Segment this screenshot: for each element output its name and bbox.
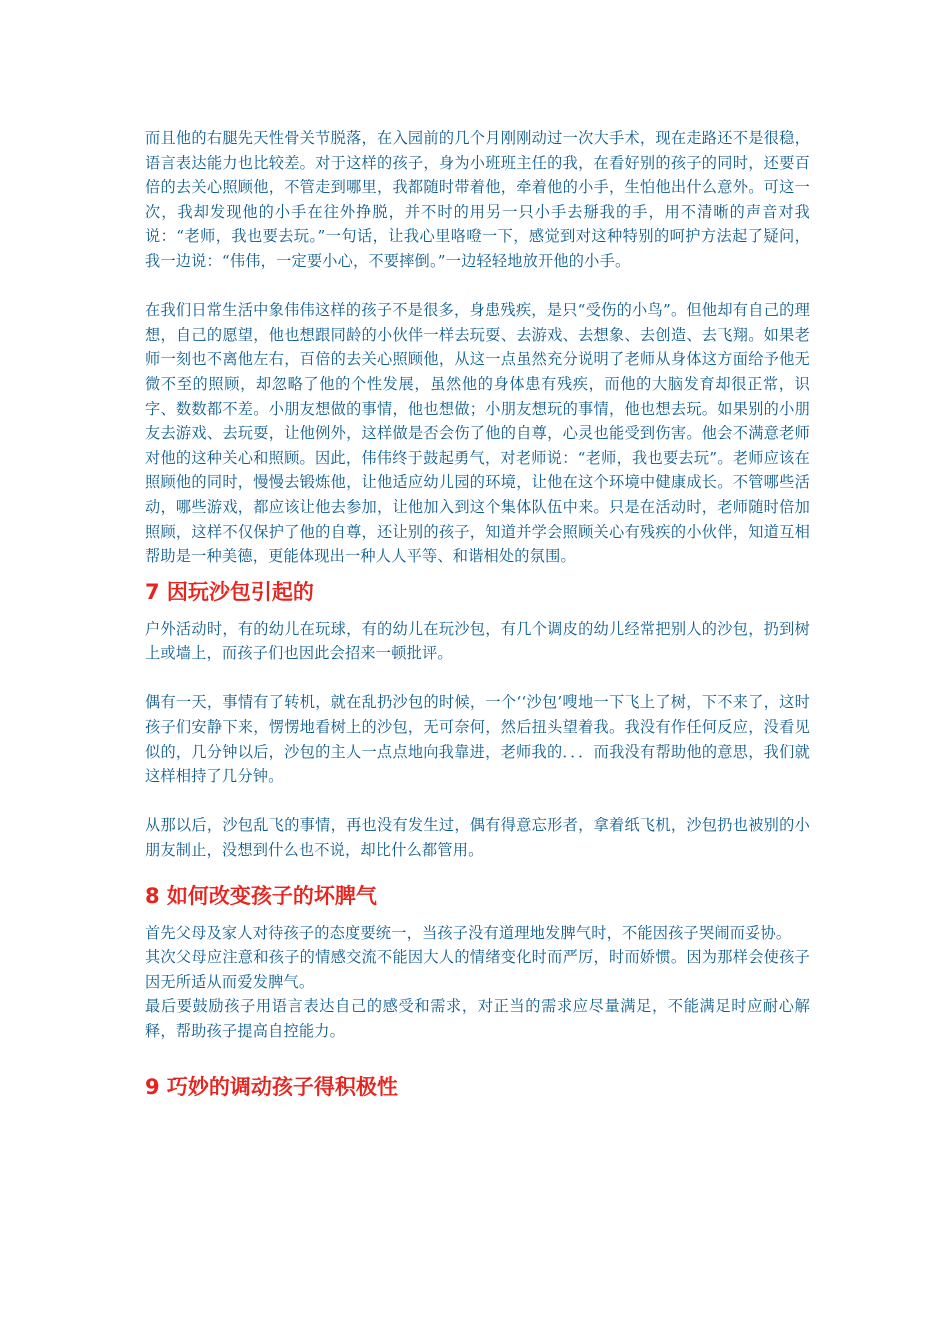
paragraph: 而且他的右腿先天性骨关节脱落，在入园前的几个月刚刚动过一次大手术，现在走路还不是很稳，语言表达能力也比较差。对于这样的孩子，身为小班班主任的我，在看好别的孩子的同时，还要百倍的去关心照顾他，不管走到哪里，我都随时带着他，牵着他的小手，生怕他出什么意外。可这一次，我却发现他的小手在往外挣脱，并不时的用另一只小手去掰我的手，用不清晰的声音对我说：“老师，我也要去玩。”一句话，让我心里咯噔一下，感觉到对这种特别的呵护方法起了疑问，我一边说：“伟伟，一定要小心，不要摔倒。”一边轻轻地放开他的小手。	[145, 129, 810, 270]
paragraph: 从那以后，沙包乱飞的事情，再也没有发生过，偶有得意忘形者，拿着纸飞机，沙包扔也被别的小朋友制止，没想到什么也不说，却比什么都管用。	[145, 816, 810, 860]
paragraph-gap	[145, 274, 810, 299]
paragraph: 偶有一天，事情有了转机，就在乱扔沙包的时候，一个‘‘沙包’嗖地一下飞上了树，下不来了，这时孩子们安静下来，愣愣地看树上的沙包，无可奈何，然后扭头望着我。我没有作任何反应，没看见似的，几分钟以后，沙包的主人一点点地向我靠进，老师我的．．．而我没有帮助他的意思，我们就这样相持了几分钟。	[145, 693, 810, 786]
document-page	[145, 126, 810, 1102]
paragraph: 其次父母应注意和孩子的情感交流不能因大人的情绪变化时而严厉，时而娇惯。因为那样会使孩子因无所适从而爱发脾气。	[145, 948, 810, 991]
paragraph-gap	[145, 789, 810, 814]
paragraph: 最后要鼓励孩子用语言表达自己的感受和需求，对正当的需求应尽量满足，不能满足时应耐心解释，帮助孩子提高自控能力。	[145, 997, 810, 1040]
section-heading-9: 9 巧妙的调动孩子得积极性	[145, 1074, 398, 1099]
section-heading-7: 7 因玩沙包引起的	[145, 579, 314, 604]
paragraph-gap	[145, 666, 810, 691]
paragraph: 在我们日常生活中象伟伟这样的孩子不是很多，身患残疾，是只“受伤的小鸟”。但他却有自己的理想，自己的愿望，他也想跟同龄的小伙伴一样去玩耍、去游戏、去想象、去创造、去飞翔。如果老师一刻也不离他左右，百倍的去关心照顾他，从这一点虽然充分说明了老师从身体这方面给予他无微不至的照顾，却忽略了他的个性发展，虽然他的身体患有残疾，而他的大脑发育却很正常，识字、数数都不差。小朋友想做的事情，他也想做；小朋友想玩的事情，他也想去玩。如果别的小朋友去游戏、去玩耍，让他例外，这样做是否会伤了他的自尊，心灵也能受到伤害。他会不满意老师对他的这种关心和照顾。因此，伟伟终于鼓起勇气，对老师说：“老师，我也要去玩”。老师应该在照顾他的同时，慢慢去锻炼他，让他适应幼儿园的环境，让他在这个环境中健康成长。不管哪些活动，哪些游戏，都应该让他去参加，让他加入到这个集体队伍中来。只是在活动时，老师随时倍加照顾，这样不仅保护了他的自尊，还让别的孩子，知道并学会照顾关心有残疾的小伙伴，知道互相帮助是一种美德，更能体现出一种人人平等、和谐相处的氛围。	[145, 301, 810, 566]
paragraph: 户外活动时，有的幼儿在玩球，有的幼儿在玩沙包，有几个调皮的幼儿经常把别人的沙包，扔到树上或墙上，而孩子们也因此会招来一顿批评。	[145, 619, 810, 663]
section-heading-8: 8 如何改变孩子的坏脾气	[145, 883, 377, 908]
paragraph: 首先父母及家人对待孩子的态度要统一，当孩子没有道理地发脾气时，不能因孩子哭闹而妥协。	[145, 923, 792, 942]
